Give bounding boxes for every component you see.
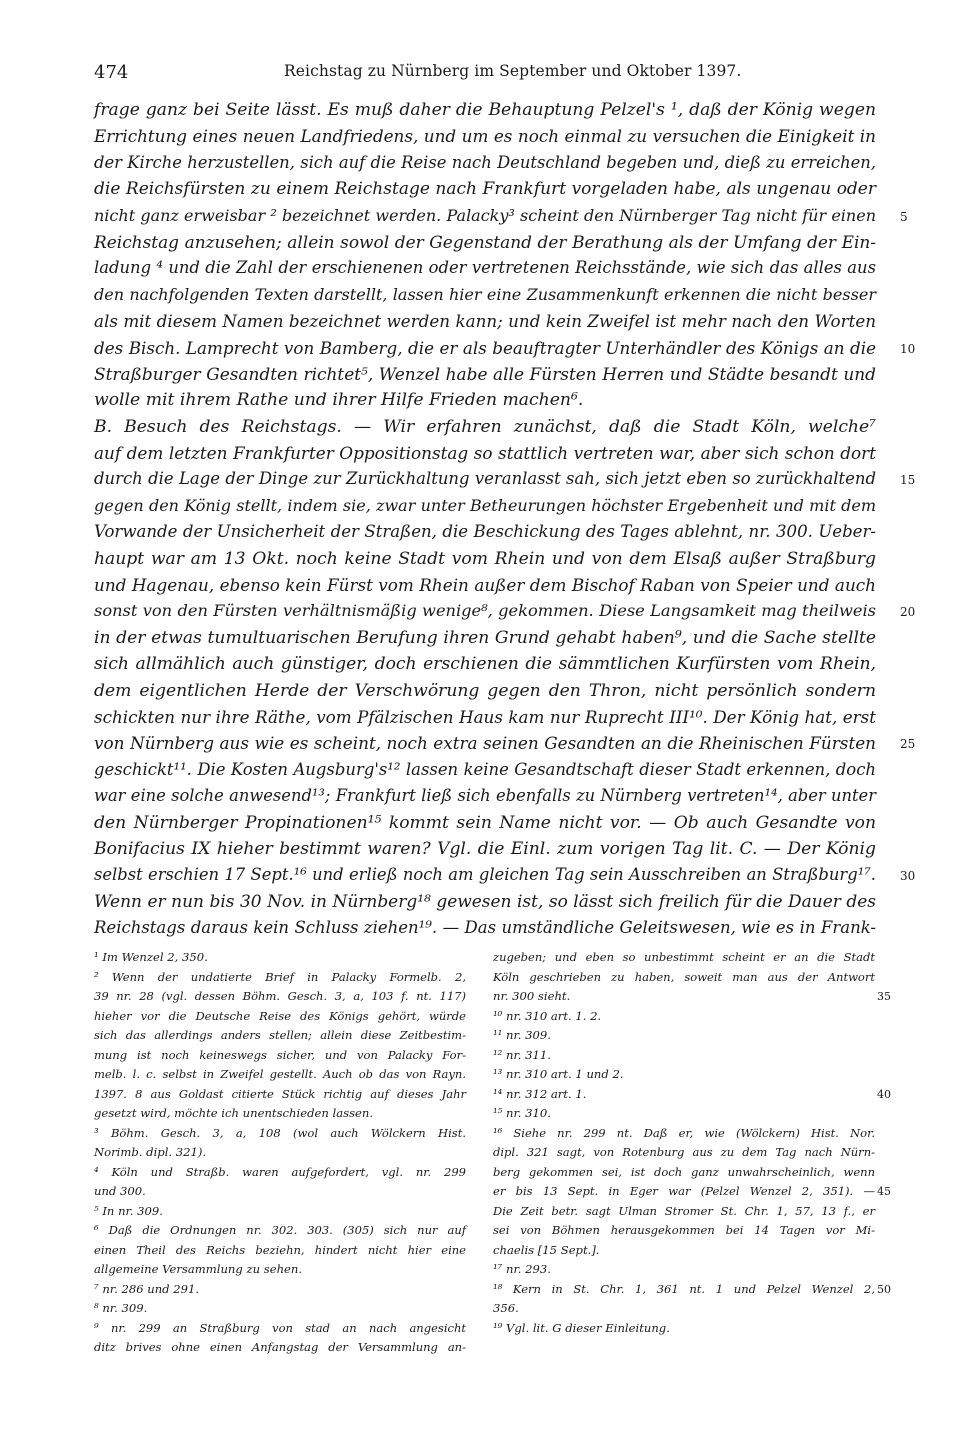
- body-line-text: auf dem letzten Frankfurter Oppositionstag so stattlich vertreten war, aber sich schon dort: [94, 443, 876, 464]
- footnote-left-line: [94, 1026, 466, 1046]
- body-line-text: sonst von den Fürsten verhältnismäßig wenige⁸, gekommen. Diese Langsamkeit mag theilweis: [94, 601, 876, 621]
- body-line-text: wolle mit ihrem Rathe und ihrer Hilfe Frieden machen⁶.: [94, 390, 584, 411]
- footnote-right-line-text: 356.: [493, 1301, 519, 1315]
- body-line-text: der Kirche herzustellen, sich auf die Reise nach Deutschland begeben und, dieß zu erreichen,: [94, 152, 876, 172]
- footnote-left-line: [94, 1241, 466, 1261]
- footnote-right-line-text: ¹² nr. 311.: [493, 1047, 551, 1062]
- body-line-text: nicht ganz erweisbar ² bezeichnet werden. Palacky³ scheint den Nürnberger Tag nicht für einen: [94, 205, 876, 225]
- footnote-right-line: [493, 1026, 875, 1046]
- footnote-left-line-text: 39 nr. 28 (vgl. dessen Böhm. Gesch. 3, a, 103 f. nt. 117): [94, 989, 466, 1003]
- body-line-text: Vorwande der Unsicherheit der Straßen, die Beschickung des Tages ablehnt, nr. 300. Ueber-: [94, 522, 876, 542]
- footnote-right-line-text: dipl. 321 sagt, von Rotenburg aus zu dem Tag nach Nürn-: [493, 1145, 875, 1159]
- footnote-left-line-text: gesetzt wird, möchte ich unentschieden lassen.: [94, 1106, 374, 1120]
- line-number: 15: [900, 473, 916, 488]
- footnote-right-line-text: Die Zeit betr. sagt Ulman Stromer St. Chr. 1, 57, 13 f., er: [493, 1203, 875, 1218]
- body-line: [94, 203, 908, 229]
- footnote-right-line-text: ¹³ nr. 310 art. 1 und 2.: [493, 1067, 624, 1081]
- running-head: Reichstag zu Nürnberg im September und Oktober 1397.: [284, 62, 742, 80]
- body-line-text: den nachfolgenden Texten darstellt, lassen hier eine Zusammenkunft erkennen die nicht besser: [94, 284, 876, 304]
- footnote-left-line-text: ¹ Im Wenzel 2, 350.: [94, 950, 208, 964]
- footnote-right-line-text: ¹⁰ nr. 310 art. 1. 2.: [493, 1008, 602, 1023]
- line-number: 20: [900, 605, 916, 620]
- line-number: 35: [877, 990, 891, 1003]
- body-line: [94, 625, 876, 651]
- body-line-text: Reichstag anzusehen; allein sowol der Gegenstand der Berathung als der Umfang der Ein-: [94, 231, 876, 252]
- footnote-left-line-text: ³ Böhm. Gesch. 3, a, 108 (wol auch Wölckern Hist.: [94, 1125, 466, 1140]
- footnote-left-line-text: ² Wenn der undatierte Brief in Palacky Formelb. 2,: [94, 969, 466, 984]
- body-line-text: die Reichsfürsten zu einem Reichstage nach Frankfurt vorgeladen habe, als ungenau oder: [94, 179, 876, 200]
- footnote-left-line-text: ⁵ In nr. 309.: [94, 1203, 163, 1218]
- body-line: [94, 361, 876, 387]
- footnote-left-line-text: und 300.: [94, 1184, 146, 1198]
- body-line: [94, 810, 876, 836]
- footnote-left-line-text: hieher vor die Deutsche Reise des Königs gehört, würde: [94, 1008, 466, 1023]
- footnote-right-line: [493, 1085, 891, 1105]
- footnote-right-line: [493, 1065, 875, 1085]
- body-line: [94, 546, 876, 572]
- body-line-text: geschickt¹¹. Die Kosten Augsburg's¹² lassen keine Gesandtschaft dieser Stadt erkennen, doch: [94, 759, 876, 779]
- footnote-left-line-text: ⁸ nr. 309.: [94, 1301, 148, 1315]
- body-line-text: ladung ⁴ und die Zahl der erschienenen oder vertretenen Reichsstände, wie sich das alles aus: [94, 258, 876, 278]
- body-line: [94, 308, 876, 334]
- footnote-right-line-text: ¹⁷ nr. 293.: [493, 1262, 551, 1276]
- footnote-left-line: [94, 1221, 466, 1241]
- footnotes-left-column: [94, 948, 466, 1358]
- footnote-left-line-text: ⁷ nr. 286 und 291.: [94, 1281, 200, 1296]
- body-line-text: selbst erschien 17 Sept.¹⁶ und erließ noch am gleichen Tag sein Ausschreiben an Straßburg¹⁷.: [94, 865, 876, 885]
- footnote-left-line-text: einen Theil des Reichs beziehn, hindert nicht hier eine: [94, 1242, 466, 1257]
- line-number: 45: [877, 1185, 891, 1198]
- body-line-text: schickten nur ihre Räthe, vom Pfälzischen Haus kam nur Ruprecht III¹⁰. Der König hat, erst: [94, 706, 876, 727]
- footnote-left-line: [94, 1124, 466, 1144]
- footnote-right-line-text: nr. 300 sieht.: [493, 989, 571, 1003]
- body-line: [94, 176, 876, 202]
- line-number: 10: [900, 341, 916, 356]
- footnote-right-line: [493, 1143, 875, 1163]
- footnote-right-line: [493, 1046, 875, 1066]
- footnote-left-line: [94, 1046, 466, 1066]
- body-line-text: Errichtung eines neuen Landfriedens, und um es noch einmal zu versuchen die Einigkeit in: [94, 126, 876, 147]
- footnote-right-line-text: ¹⁹ Vgl. lit. G dieser Einleitung.: [493, 1320, 670, 1335]
- body-line-text: und Hagenau, ebenso kein Fürst vom Rhein außer dem Bischof Raban von Speier und auch: [94, 575, 876, 596]
- footnote-left-line: [94, 968, 466, 988]
- footnote-left-line: [94, 1182, 466, 1202]
- footnote-left-line: [94, 1280, 466, 1300]
- footnote-right-line-text: berg gekommen sei, ist doch ganz unwahrscheinlich, wenn: [493, 1164, 875, 1179]
- footnote-right-line: [493, 948, 875, 968]
- footnote-right-line: [493, 1280, 891, 1300]
- body-line: [94, 466, 916, 492]
- body-line: [94, 651, 876, 677]
- footnote-right-line: [493, 1202, 875, 1222]
- body-line-text: Wenn er nun bis 30 Nov. in Nürnberg¹⁸ gewesen ist, so lässt sich freilich für die Dauer des: [94, 891, 876, 912]
- footnote-right-line: [493, 1260, 875, 1280]
- body-line: [94, 889, 876, 915]
- body-line-text: Straßburger Gesandten richtet⁵, Wenzel habe alle Fürsten Herren und Städte besandt und: [94, 363, 876, 384]
- footnote-left-line: [94, 1007, 466, 1027]
- footnote-left-line: [94, 1143, 466, 1163]
- footnote-left-line: [94, 1319, 466, 1339]
- body-line: [94, 493, 876, 519]
- line-number: 40: [877, 1087, 891, 1101]
- footnote-left-line-text: allgemeine Versammlung zu sehen.: [94, 1262, 303, 1276]
- footnote-right-line: [493, 1221, 875, 1241]
- body-line: [94, 414, 876, 440]
- body-line: [94, 97, 876, 123]
- footnote-right-line: [493, 1163, 875, 1183]
- footnote-right-line-text: ¹⁸ Kern in St. Chr. 1, 361 nt. 1 und Pelzel Wenzel 2,: [493, 1281, 875, 1296]
- body-line-text: durch die Lage der Dinge zur Zurückhaltung veranlasst sah, sich jetzt eben so zurückhaltend: [94, 469, 876, 489]
- body-line: [94, 757, 876, 783]
- footnote-left-line-text: ⁶ Daß die Ordnungen nr. 302. 303. (305) sich nur auf: [94, 1223, 466, 1237]
- footnote-right-line: [493, 1319, 875, 1339]
- body-line: [94, 572, 876, 598]
- line-number: 25: [900, 737, 916, 752]
- footnote-left-line: [94, 1163, 466, 1183]
- page-number: 474: [94, 62, 129, 83]
- footnote-left-line: [94, 1104, 466, 1124]
- body-line: [94, 335, 916, 361]
- footnote-right-line-text: sei von Böhmen herausgekommen bei 14 Tagen vor Mi-: [493, 1223, 875, 1237]
- page-header: [94, 62, 874, 86]
- footnote-left-line-text: mung ist noch keineswegs sicher, und von Palacky For-: [94, 1047, 466, 1062]
- body-line-text: in der etwas tumultuarischen Berufung ihren Grund gehabt haben⁹, und die Sache stellte: [94, 627, 876, 648]
- footnote-left-line-text: ditz brives ohne einen Anfangstag der Versammlung an-: [94, 1340, 466, 1354]
- body-line: [94, 862, 916, 888]
- footnote-left-line-text: Norimb. dipl. 321).: [94, 1145, 207, 1159]
- footnote-right-line: [493, 1124, 875, 1144]
- footnote-left-line-text: ⁴ Köln und Straßb. waren aufgefordert, vgl. nr. 299: [94, 1164, 466, 1179]
- footnote-left-line: [94, 1065, 466, 1085]
- body-line: [94, 519, 876, 545]
- footnotes-right-column: [493, 948, 891, 1338]
- footnote-right-line: [493, 968, 875, 988]
- footnote-right-line-text: ¹⁶ Siehe nr. 299 nt. Daß er, wie (Wölckern) Hist. Nor.: [493, 1125, 875, 1140]
- body-line-text: Bonifacius IX hieher bestimmt waren? Vgl. die Einl. zum vorigen Tag lit. C. — Der König: [94, 838, 876, 859]
- footnote-right-line: [493, 987, 891, 1007]
- footnote-right-line: [493, 1299, 875, 1319]
- body-line: [94, 915, 876, 941]
- body-line-text: frage ganz bei Seite lässt. Es muß daher die Behauptung Pelzel's ¹, daß der König wegen: [94, 100, 876, 120]
- footnote-left-line: [94, 1085, 466, 1105]
- body-line: [94, 440, 876, 466]
- footnote-right-line: [493, 1241, 875, 1261]
- footnote-right-line-text: zugeben; und eben so unbestimmt scheint er an die Stadt: [493, 950, 875, 964]
- line-number: 5: [900, 209, 908, 224]
- footnote-left-line-text: sich das allerdings anders stellen; allein diese Zeitbestim-: [94, 1028, 466, 1042]
- body-line-text: als mit diesem Namen bezeichnet werden kann; und kein Zweifel ist mehr nach den Worten: [94, 311, 876, 332]
- footnote-right-line: [493, 1007, 875, 1027]
- footnote-right-line-text: Köln geschrieben zu haben, soweit man aus der Antwort: [493, 969, 875, 984]
- footnote-left-line: [94, 1299, 466, 1319]
- footnote-left-line: [94, 1202, 466, 1222]
- footnote-left-line: [94, 1338, 466, 1358]
- body-line: [94, 678, 876, 704]
- body-line-text: haupt war am 13 Okt. noch keine Stadt vom Rhein und von dem Elsaß außer Straßburg: [94, 548, 876, 569]
- body-line-text: Reichstags daraus kein Schluss ziehen¹⁹. — Das umständliche Geleitswesen, wie es in Frank-: [94, 918, 876, 938]
- body-line: [94, 229, 876, 255]
- body-line-text: dem eigentlichen Herde der Verschwörung gegen den Thron, nicht persönlich sondern: [94, 680, 876, 701]
- footnote-left-line: [94, 1260, 466, 1280]
- footnote-right-line-text: ¹¹ nr. 309.: [493, 1028, 551, 1042]
- body-line: [94, 387, 876, 413]
- body-line: [94, 150, 876, 176]
- footnote-right-line: [493, 1104, 875, 1124]
- footnote-right-line-text: er bis 13 Sept. in Eger war (Pelzel Wenzel 2, 351). —: [493, 1184, 875, 1198]
- line-number: 30: [900, 869, 916, 884]
- footnote-left-line-text: melb. l. c. selbst in Zweifel gestellt. Auch ob das von Rayn.: [94, 1067, 466, 1081]
- footnote-left-line-text: 1397. 8 aus Goldast citierte Stück richtig auf dieses Jahr: [94, 1086, 466, 1101]
- footnote-right-line: [493, 1182, 891, 1202]
- footnote-right-line-text: chaelis [15 Sept.].: [493, 1242, 600, 1257]
- body-line: [94, 598, 916, 624]
- footnote-right-line-text: ¹⁴ nr. 312 art. 1.: [493, 1086, 587, 1101]
- main-text: [94, 97, 916, 942]
- body-line-text: B. Besuch des Reichstags. — Wir erfahren zunächst, daß die Stadt Köln, welche⁷: [94, 416, 876, 437]
- footnote-left-line: [94, 987, 466, 1007]
- body-line-text: des Bisch. Lamprecht von Bamberg, die er als beauftragter Unterhändler des Königs an die: [94, 337, 876, 358]
- footnote-left-line-text: ⁹ nr. 299 an Straßburg von stad an nach angesicht: [94, 1320, 466, 1335]
- body-line-text: gegen den König stellt, indem sie, zwar unter Betheurungen höchster Ergebenheit und mit dem: [94, 495, 876, 515]
- body-line-text: war eine solche anwesend¹³; Frankfurt ließ sich ebenfalls zu Nürnberg vertreten¹⁴, aber unter: [94, 786, 876, 806]
- body-line: [94, 783, 876, 809]
- body-line-text: von Nürnberg aus wie es scheint, noch extra seinen Gesandten an die Rheinischen Fürsten: [94, 733, 876, 754]
- footnote-left-line: [94, 948, 466, 968]
- body-line: [94, 255, 876, 281]
- line-number: 50: [877, 1282, 891, 1296]
- body-line: [94, 282, 876, 308]
- footnote-right-line-text: ¹⁵ nr. 310.: [493, 1106, 551, 1120]
- body-line: [94, 836, 876, 862]
- body-line-text: den Nürnberger Propinationen¹⁵ kommt sein Name nicht vor. — Ob auch Gesandte von: [94, 812, 876, 833]
- body-line: [94, 704, 876, 730]
- body-line: [94, 123, 876, 149]
- body-line-text: sich allmählich auch günstiger, doch erschienen die sämmtlichen Kurfürsten vom Rhein,: [94, 654, 876, 675]
- body-line: [94, 730, 916, 756]
